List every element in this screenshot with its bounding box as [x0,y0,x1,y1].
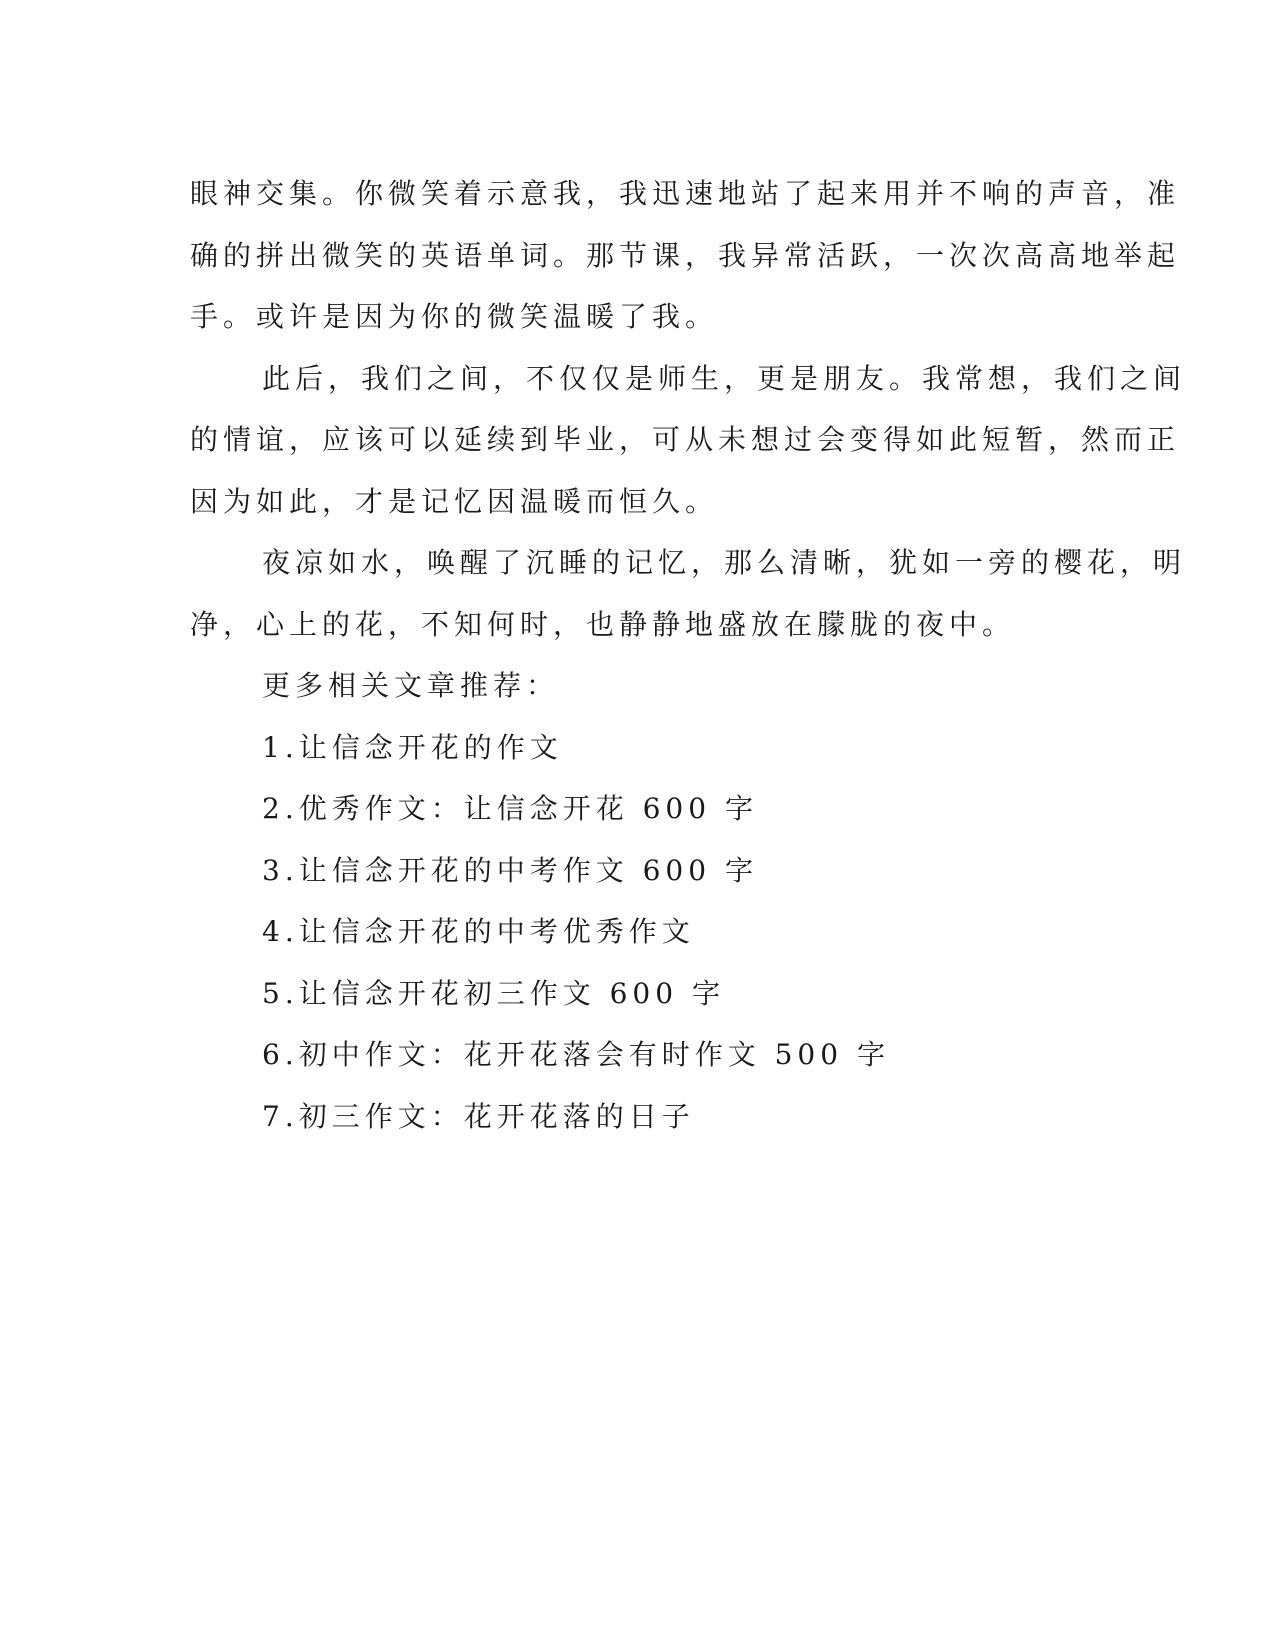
paragraph-line: 的情谊，应该可以延续到毕业，可从未想过会变得如此短暂，然而正 [190,423,1181,456]
related-article-link[interactable]: 2.优秀作文：让信念开花 600 字 [262,792,758,825]
related-article-link[interactable]: 5.让信念开花初三作文 600 字 [262,976,725,1010]
related-article-link[interactable]: 4.让信念开花的中考优秀作文 [262,915,695,948]
related-article-link[interactable]: 6.初中作文：花开花落会有时作文 500 字 [262,1038,890,1071]
related-article-link[interactable]: 3.让信念开花的中考作文 600 字 [262,853,758,887]
document-body [190,163,1187,1147]
paragraph-line: 此后，我们之间，不仅仅是师生，更是朋友。我常想，我们之间 [262,361,1187,395]
related-article-link[interactable]: 1.让信念开花的作文 [262,730,563,764]
related-heading: 更多相关文章推荐： [262,669,560,702]
related-article-link[interactable]: 7.初三作文：花开花落的日子 [262,1099,695,1133]
paragraph-line: 夜凉如水，唤醒了沉睡的记忆，那么清晰，犹如一旁的樱花，明 [262,546,1187,579]
paragraph-line: 因为如此，才是记忆因温暖而恒久。 [190,484,719,518]
paragraph-2 [190,348,1187,533]
paragraph-line: 眼神交集。你微笑着示意我，我迅速地站了起来用并不响的声音，准 [190,177,1181,210]
paragraph-line: 净，心上的花，不知何时，也静静地盛放在朦胧的夜中。 [190,607,1016,641]
related-articles-list [190,717,1080,1148]
paragraph-1 [190,163,1181,348]
paragraph-line: 确的拼出微笑的英语单词。那节课，我异常活跃，一次次高高地举起 [190,238,1181,272]
paragraph-3 [190,532,1187,655]
paragraph-line: 手。或许是因为你的微笑温暖了我。 [190,300,719,333]
